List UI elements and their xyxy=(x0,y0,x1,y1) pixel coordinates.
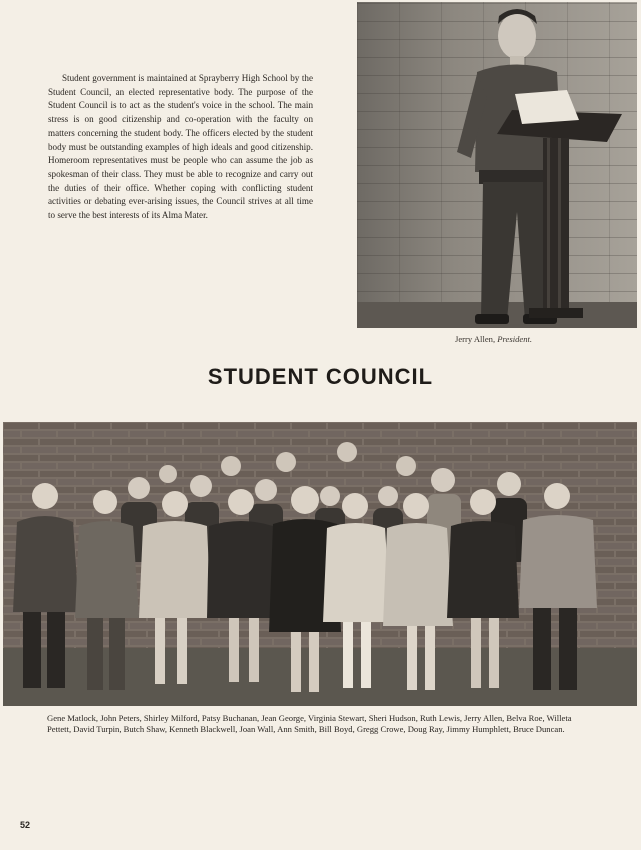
papers xyxy=(515,90,579,124)
president-photo xyxy=(357,2,637,328)
group-photo-scene xyxy=(3,422,637,706)
president-head xyxy=(498,13,536,59)
president-caption xyxy=(455,334,532,344)
group-caption: Gene Matlock, John Peters, Shirley Milford, Patsy Buchanan, Jean George, Virginia Stewart, Sheri Hudson, Ruth Lewis, Jerry Allen, Belva Roe, Willeta Pettett, David Turpin, Butch Shaw, Kenneth Blackwell, Joan Wall, Ann Smith, Bill Boyd, Gregg Crowe, Doug Ray, Jimmy Humphlett, Bruce Duncan. xyxy=(47,713,572,734)
president-figure xyxy=(357,2,637,328)
president-title: President. xyxy=(497,334,533,344)
lectern-column xyxy=(543,138,569,314)
intro-paragraph: Student government is maintained at Sprayberry High School by the Student Council, an elected representative body. The purpose of the Student Council is to act as the student's voice in the school. The main stress is on good citizenship and co-operation with the faculty on matters concerning the student body. The officers elected by the student body must be outstanding examples of high ideals and good citizenship. Homeroom representatives must be people who can assume the job as spokesman of their class. They must be able to recognize and carry out the duties of their office. Whether coping with conflicting student activities or debating ever-arising issues, the Council strives at all time to serve the best interests of its Alma Mater. xyxy=(48,73,313,221)
page-number: 52 xyxy=(20,820,31,830)
page-title: STUDENT COUNCIL xyxy=(207,364,434,389)
president-name: Jerry Allen, xyxy=(455,334,496,344)
group-photo xyxy=(3,422,637,706)
